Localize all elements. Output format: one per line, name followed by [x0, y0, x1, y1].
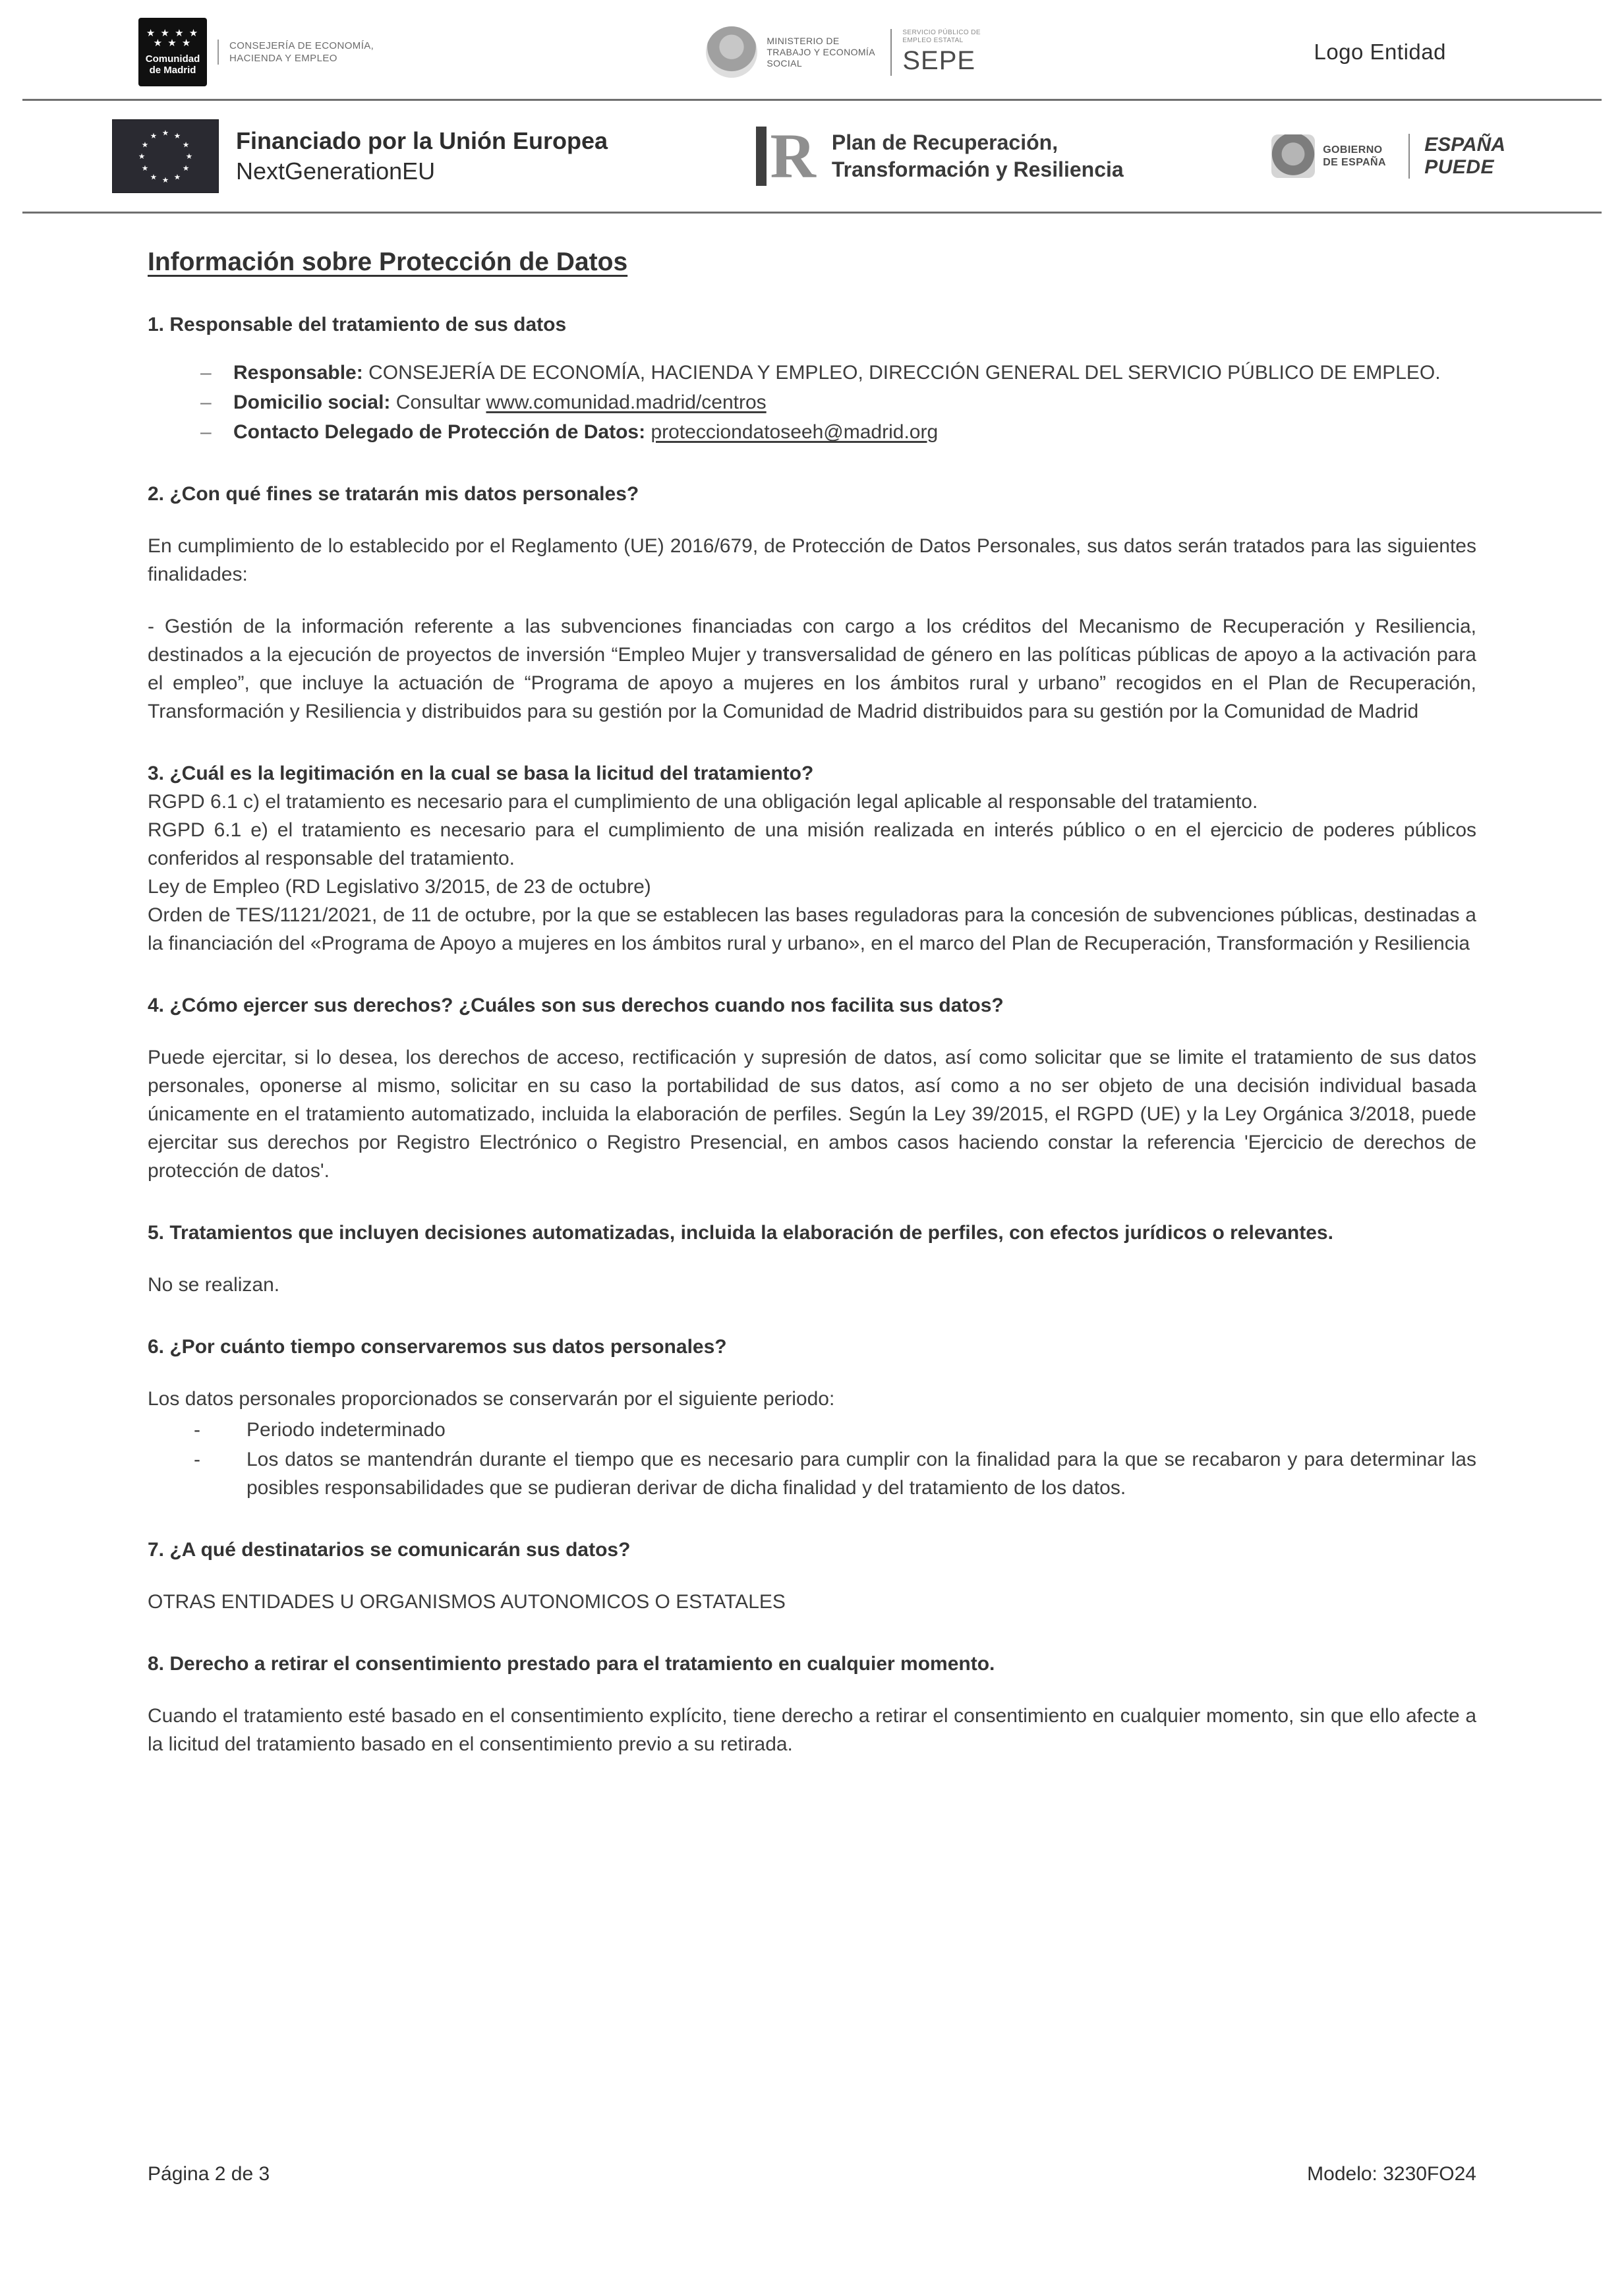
svg-text:★: ★: [182, 140, 190, 150]
section-7-paragraph: OTRAS ENTIDADES U ORGANISMOS AUTONOMICOS O ESTATALES: [148, 1591, 786, 1613]
svg-text:★: ★: [173, 131, 181, 141]
section-2-heading: 2. ¿Con qué fines se tratarán mis datos personales?: [148, 483, 639, 505]
gobierno-name: GOBIERNO DE ESPAÑA: [1323, 144, 1386, 168]
prtr-line1: Plan de Recuperación,: [831, 130, 1058, 154]
section-8-paragraph: Cuando el tratamiento esté basado en el consentimiento explícito, tiene derecho a retirar el consentimiento en cualquier momento, sin que ello afecte a la licitud del tratamiento basado en el consentimiento previo a su retirada.: [148, 1705, 1476, 1755]
dpo-email-link[interactable]: protecciondatoseeh@madrid.org: [651, 421, 939, 443]
madrid-flag-icon: [138, 18, 207, 86]
gobierno-espana-logo: [1271, 134, 1505, 179]
header-divider-bottom: [22, 212, 1602, 214]
item-text: Periodo indeterminado: [246, 1419, 446, 1441]
section-5-heading: 5. Tratamientos que incluyen decisiones automatizadas, incluida la elaboración de perfiles, con efectos jurídicos o relevantes.: [148, 1222, 1333, 1244]
comunidad-madrid-logo: [138, 18, 374, 86]
espana-puede-line2: PUEDE: [1424, 156, 1495, 178]
section-4-paragraph: Puede ejercitar, si lo desea, los derechos de acceso, rectificación y supresión de datos, así como solicitar que se limite el tratamiento de sus datos personales, oponerse al mismo, solicitar en su caso la portabilidad de sus datos, así como a no ser objeto de una decisión individual basada únicamente en el tratamiento automatizado, incluida la elaboración de perfiles. Según la Ley 39/2015, el RGPD (UE) y la Ley Orgánica 3/2018, puede ejercitar sus derechos por Registro Electrónico o Registro Presencial, en ambos casos haciendo constar la referencia 'Ejercicio de derechos de protección de datos'.: [148, 1047, 1476, 1182]
eu-flag-icon: [112, 119, 219, 193]
entity-logo-placeholder: Logo Entidad: [1314, 40, 1446, 64]
section-6-list: [148, 1416, 1476, 1502]
section-4-heading: 4. ¿Cómo ejercer sus derechos? ¿Cuáles son sus derechos cuando nos facilita sus datos?: [148, 995, 1004, 1016]
madrid-name-line1: Comunidad: [145, 53, 200, 65]
madrid-dept-line1: CONSEJERÍA DE ECONOMÍA,: [229, 40, 374, 51]
hyphen-bullet-icon: -: [194, 1449, 200, 1470]
madrid-dept-line2: HACIENDA Y EMPLEO: [229, 53, 337, 64]
madrid-stars-row2: ★ ★ ★: [153, 38, 192, 49]
gobierno-emblem-icon: [1271, 134, 1315, 178]
document-body: [0, 248, 1624, 1758]
svg-text:★: ★: [161, 175, 169, 185]
madrid-stars-row1: ★ ★ ★ ★: [146, 28, 200, 39]
dash-bullet-icon: –: [200, 421, 212, 443]
section-5-paragraph: No se realizan.: [148, 1274, 280, 1296]
sepe-logo: [890, 29, 981, 76]
section-3-line: RGPD 6.1 c) el tratamiento es necesario para el cumplimiento de una obligación legal aplicable al responsable del tratamiento.: [148, 791, 1258, 813]
funding-band: [0, 101, 1624, 212]
eu-funding-logo: [112, 119, 608, 193]
dash-bullet-icon: –: [200, 362, 212, 384]
page-title: Información sobre Protección de Datos: [148, 248, 628, 276]
svg-text:★: ★: [150, 172, 158, 182]
list-item: [148, 388, 1476, 417]
svg-text:★: ★: [141, 163, 149, 173]
svg-text:★: ★: [182, 163, 190, 173]
section-8-heading: 8. Derecho a retirar el consentimiento prestado para el tratamiento en cualquier momento.: [148, 1653, 995, 1675]
svg-text:★: ★: [138, 152, 146, 161]
sepe-subtitle: SERVICIO PÚBLICO DE EMPLEO ESTATAL: [902, 28, 981, 44]
section-3-line: RGPD 6.1 e) el tratamiento es necesario para el cumplimiento de una misión realizada en interés público o en el ejercicio de poderes públicos conferidos al responsable del tratamiento.: [148, 819, 1476, 869]
madrid-name-line2: de Madrid: [149, 65, 196, 76]
espana-puede-logo: [1408, 134, 1505, 179]
section-6-heading: 6. ¿Por cuánto tiempo conservaremos sus datos personales?: [148, 1336, 727, 1358]
ministry-logo: [706, 26, 981, 78]
page-footer: [148, 2163, 1476, 2185]
centros-link[interactable]: www.comunidad.madrid/centros: [486, 391, 767, 413]
item-label: Contacto Delegado de Protección de Datos:: [233, 421, 646, 443]
prtr-logo-icon: R: [756, 127, 816, 186]
dash-bullet-icon: –: [200, 391, 212, 413]
header-band-logos: [0, 0, 1624, 99]
section-1-heading: 1. Responsable del tratamiento de sus datos: [148, 314, 567, 335]
eu-funding-line1: Financiado por la Unión Europea: [236, 127, 608, 154]
item-text: Los datos se mantendrán durante el tiempo que es necesario para cumplir con la finalidad para la que se recabaron y para determinar las posibles responsabilidades que se pudieran derivar de dicha finalidad y del tratamiento de los datos.: [246, 1449, 1476, 1499]
list-item: [148, 359, 1476, 387]
page-number: Página 2 de 3: [148, 2163, 270, 2185]
prtr-line2: Transformación y Resiliencia: [831, 158, 1124, 181]
section-3-line: Ley de Empleo (RD Legislativo 3/2015, de 23 de octubre): [148, 876, 651, 898]
item-label: Domicilio social:: [233, 391, 391, 413]
section-2-paragraph: En cumplimiento de lo establecido por el Reglamento (UE) 2016/679, de Protección de Datos Personales, sus datos serán tratados para las siguientes finalidades:: [148, 535, 1476, 585]
espana-puede-line1: ESPAÑA: [1424, 134, 1505, 156]
section-2-paragraph: - Gestión de la información referente a las subvenciones financiadas con cargo a los créditos del Mecanismo de Recuperación y Resiliencia, destinados a la ejecución de proyectos de inversión “Empleo Mujer y transversalidad de género en las políticas públicas de apoyo a la activación para el empleo”, que incluye la actuación de “Programa de apoyo a mujeres en los ámbitos rural y urbano” recogidos en el Plan de Recuperación, Transformación y Resiliencia y distribuidos para su gestión por la Comunidad de Madrid distribuidos para su gestión por la Comunidad de Madrid: [148, 616, 1476, 722]
eu-funding-line2: NextGenerationEU: [236, 158, 436, 185]
svg-text:★: ★: [161, 128, 169, 138]
list-item: [148, 1416, 1476, 1444]
model-code: Modelo: 3230FO24: [1307, 2163, 1476, 2185]
svg-text:★: ★: [173, 172, 181, 182]
svg-text:★: ★: [141, 140, 149, 150]
ministry-name: MINISTERIO DE TRABAJO Y ECONOMÍA SOCIAL: [767, 35, 875, 69]
sepe-acronym: SEPE: [902, 45, 976, 75]
list-item: [148, 418, 1476, 446]
item-text: Consultar: [395, 391, 481, 413]
section-6-paragraph: Los datos personales proporcionados se conservarán por el siguiente periodo:: [148, 1388, 835, 1410]
prtr-logo-block: [756, 121, 1124, 191]
hyphen-bullet-icon: -: [194, 1419, 200, 1441]
item-text: CONSEJERÍA DE ECONOMÍA, HACIENDA Y EMPLEO, DIRECCIÓN GENERAL DEL SERVICIO PÚBLICO DE EMPLEO.: [368, 362, 1441, 384]
section-7-heading: 7. ¿A qué destinatarios se comunicarán sus datos?: [148, 1539, 631, 1561]
spain-coat-of-arms-icon: [706, 26, 757, 78]
svg-text:★: ★: [185, 152, 193, 161]
section-3-line: Orden de TES/1121/2021, de 11 de octubre, por la que se establecen las bases reguladoras para la concesión de subvenciones públicas, destinadas a la financiación del «Programa de Apoyo a mujeres en los ámbitos rural y urbano», en el marco del Plan de Recuperación, Transformación y Resiliencia: [148, 904, 1476, 954]
section-3-heading: 3. ¿Cuál es la legitimación en la cual se basa la licitud del tratamiento?: [148, 763, 814, 784]
list-item: [148, 1445, 1476, 1502]
item-label: Responsable:: [233, 362, 363, 384]
svg-text:★: ★: [150, 131, 158, 141]
section-1-list: [148, 359, 1476, 446]
